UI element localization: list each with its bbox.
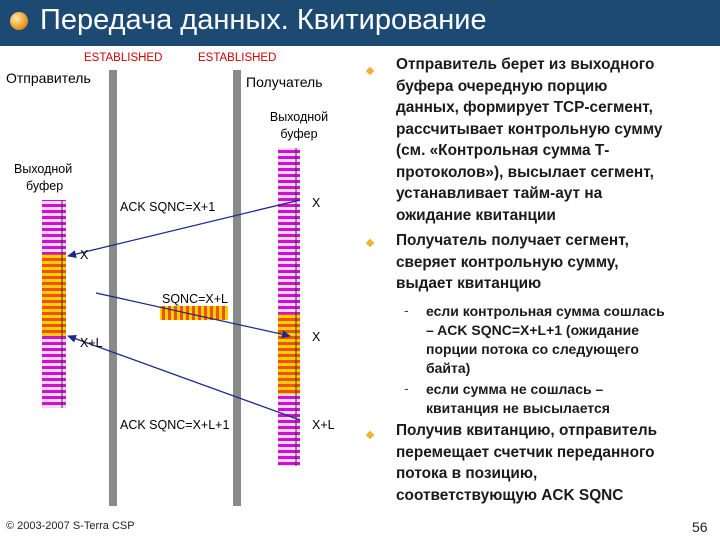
receiver-buffer-bottom	[278, 394, 300, 466]
ack1-label: ACK SQNC=X+1	[120, 200, 216, 214]
bullet-3-line: соответствующую ACK SQNC	[396, 486, 624, 504]
ack2-label: ACK SQNC=X+L+1	[120, 418, 230, 432]
bullet-1-line: протоколов»), высылает сегмент,	[396, 163, 654, 181]
bullet-2-line: выдает квитанцию	[396, 275, 542, 292]
dash-icon: -	[404, 302, 409, 318]
sender-label: Отправитель	[6, 70, 91, 86]
bullet-1-line: ожидание квитанции	[396, 206, 556, 224]
slide-title: Передача данных. Квитирование	[40, 4, 487, 36]
subbullet-1	[426, 302, 716, 378]
bullet-2-line: сверяет контрольную сумму,	[396, 253, 619, 271]
receiver-buffer-label-1: Выходной	[269, 110, 329, 124]
receiver-buffer-data	[278, 314, 300, 394]
bullet-1-line: рассчитывает контрольную сумму	[396, 120, 663, 138]
bullet-1-line: (см. «Контрольная сумма Т-	[396, 142, 610, 159]
dash-icon: -	[404, 380, 409, 396]
bullet-1-line: буфера очередную порцию	[396, 77, 608, 95]
subbullet-1-line: порции потока со следующего	[426, 341, 639, 357]
subbullet-2-line: квитанция не высылается	[426, 400, 610, 416]
receiver-x-label-1: X	[312, 196, 321, 210]
bullet-3-line: потока в позицию,	[396, 465, 538, 482]
receiver-buffer-top	[278, 148, 300, 314]
sender-buffer-label-1: Выходной	[14, 162, 73, 176]
receiver-timeline	[233, 70, 241, 506]
sender-x-label: X	[80, 248, 89, 262]
bullet-2-line: Получатель получает сегмент,	[396, 232, 629, 249]
bullet-3	[396, 420, 716, 506]
sender-timeline	[109, 70, 117, 506]
bullet-1	[396, 54, 716, 226]
sender-xl-label: X+L	[80, 336, 103, 350]
receiver-x-label-2: X	[312, 330, 321, 344]
bullet-2	[396, 230, 716, 295]
footer-copyright: © 2003-2007 S-Terra CSP	[6, 520, 135, 532]
established-left-label: ESTABLISHED	[84, 52, 163, 64]
receiver-xl-label: X+L	[312, 418, 335, 432]
page-number: 56	[692, 519, 708, 535]
subbullet-1-line: – ACK SQNC=X+L+1 (ожидание	[426, 322, 640, 338]
bullet-1-line: данных, формирует TCP-сегмент,	[396, 99, 653, 116]
segment-in-transit	[160, 306, 228, 320]
subbullet-2	[426, 380, 716, 418]
established-right-label: ESTABLISHED	[198, 52, 277, 64]
receiver-label: Получатель	[246, 74, 323, 90]
bullet-1-line: Отправитель берет из выходного	[396, 56, 655, 73]
subbullet-2-line: если сумма не сошлась –	[426, 381, 604, 397]
sender-buffer-label-2: буфер	[26, 179, 64, 193]
subbullet-1-line: если контрольная сумма сошлась	[426, 303, 665, 319]
sqnc-label: SQNC=X+L	[162, 292, 229, 306]
receiver-buffer-label-2: буфер	[280, 127, 318, 141]
bullet-3-line: перемещает счетчик переданного	[396, 443, 655, 461]
subbullet-1-line: байта)	[426, 360, 471, 376]
bullet-3-line: Получив квитанцию, отправитель	[396, 422, 658, 439]
bullet-1-line: устанавливает тайм-аут на	[396, 185, 603, 202]
